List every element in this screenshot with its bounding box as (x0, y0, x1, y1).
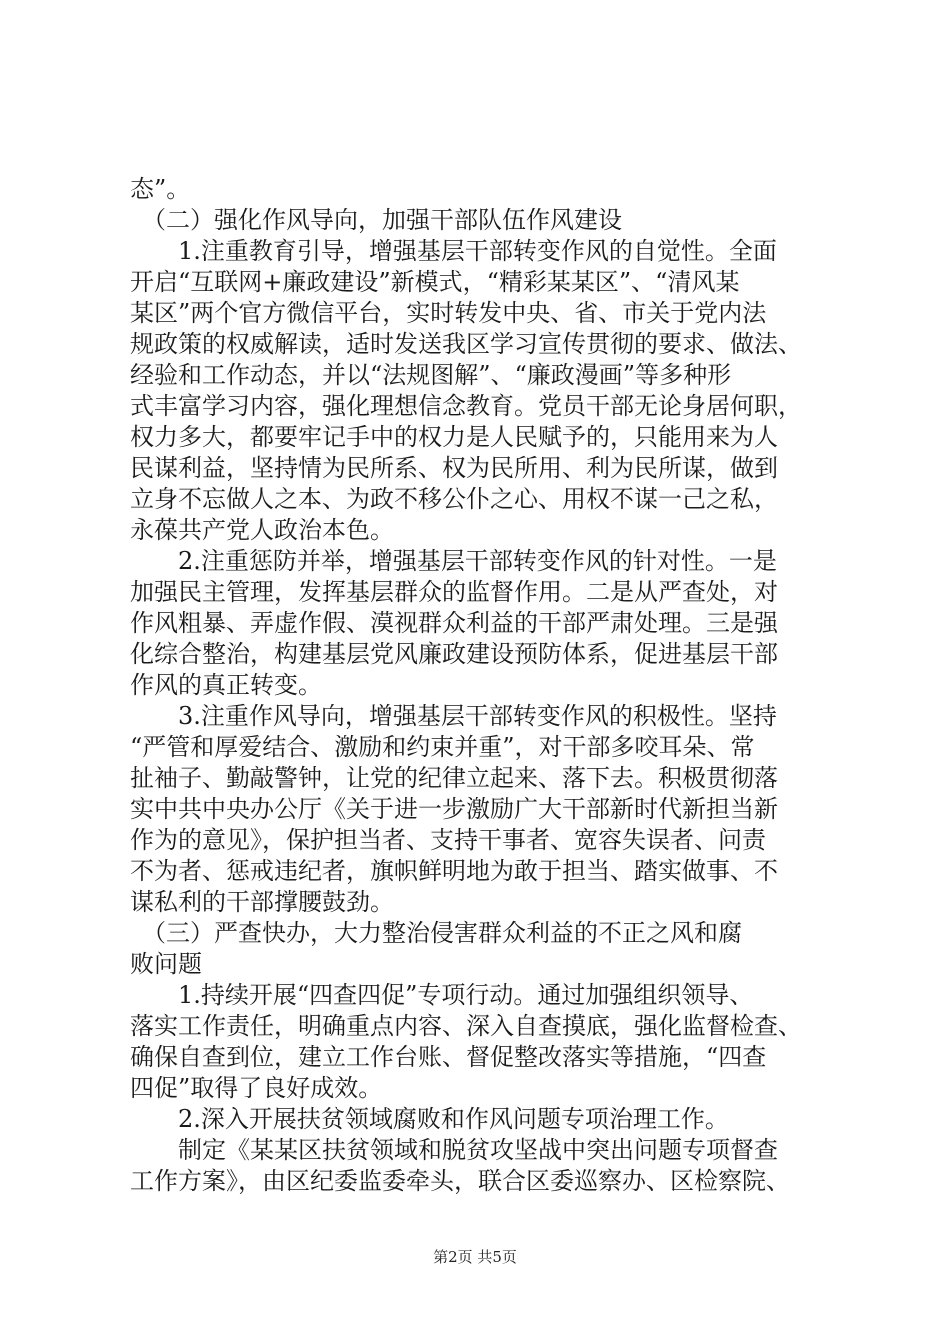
text-line: 民谋利益，坚持情为民所系、权为民所用、利为民所谋，做到 (130, 454, 778, 482)
text-line: 制定《某某区扶贫领域和脱贫攻坚战中突出问题专项督查 (130, 1136, 778, 1164)
text-line: “严管和厚爱结合、激励和约束并重”，对干部多咬耳朵、常 (130, 733, 755, 761)
text-line: 谋私利的干部撑腰鼓劲。 (130, 888, 394, 916)
text-line: 3.注重作风导向，增强基层干部转变作风的积极性。坚持 (130, 702, 777, 730)
section-heading: （二）强化作风导向，加强干部队伍作风建设 (130, 206, 622, 234)
text-line: 经验和工作动态，并以“法规图解”、“廉政漫画”等多种形 (130, 361, 732, 389)
section-heading: （三）严查快办，大力整治侵害群众利益的不正之风和腐 (130, 919, 742, 947)
text-line: 权力多大，都要牢记手中的权力是人民赋予的，只能用来为人 (130, 423, 778, 451)
text-line: 2.注重惩防并举，增强基层干部转变作风的针对性。一是 (130, 547, 777, 575)
text-line: 四促”取得了良好成效。 (130, 1074, 383, 1102)
page-number-footer: 第2页 共5页 (433, 1248, 517, 1266)
section-heading-continued: 败问题 (130, 950, 202, 978)
text-line: 规政策的权威解读，适时发送我区学习宣传贯彻的要求、做法、 (130, 330, 802, 358)
text-line: 不为者、惩戒违纪者，旗帜鲜明地为敢于担当、踏实做事、不 (130, 857, 778, 885)
text-line: 永葆共产党人政治本色。 (130, 516, 394, 544)
text-line: 扯袖子、勤敲警钟，让党的纪律立起来、落下去。积极贯彻落 (130, 764, 778, 792)
text-line: 化综合整治，构建基层党风廉政建设预防体系，促进基层干部 (130, 640, 778, 668)
text-line: 1.持续开展“四查四促”专项行动。通过加强组织领导、 (130, 981, 754, 1009)
text-line: 作风粗暴、弄虚作假、漠视群众利益的干部严肃处理。三是强 (130, 609, 778, 637)
text-line: 立身不忘做人之本、为政不移公仆之心、用权不谋一己之私， (130, 485, 778, 513)
text-line: 作为的意见》，保护担当者、支持干事者、宽容失误者、问责 (130, 826, 766, 854)
text-line: 开启“互联网+廉政建设”新模式，“精彩某某区”、“清风某 (130, 268, 740, 296)
text-line: 态”。 (130, 175, 191, 203)
text-line: 落实工作责任，明确重点内容、深入自查摸底，强化监督检查、 (130, 1012, 802, 1040)
text-line: 实中共中央办公厅《关于进一步激励广大干部新时代新担当新 (130, 795, 778, 823)
text-line: 加强民主管理，发挥基层群众的监督作用。二是从严查处，对 (130, 578, 778, 606)
text-line: 确保自查到位，建立工作台账、督促整改落实等措施，“四查 (130, 1043, 767, 1071)
text-line: 1.注重教育引导，增强基层干部转变作风的自觉性。全面 (130, 237, 777, 265)
text-line: 作风的真正转变。 (130, 671, 322, 699)
text-line: 式丰富学习内容，强化理想信念教育。党员干部无论身居何职， (130, 392, 802, 420)
text-line: 某区”两个官方微信平台，实时转发中央、省、市关于党内法 (130, 299, 767, 327)
text-line: 工作方案》，由区纪委监委牵头，联合区委巡察办、区检察院、 (130, 1167, 790, 1195)
text-line: 2.深入开展扶贫领域腐败和作风问题专项治理工作。 (130, 1105, 729, 1133)
